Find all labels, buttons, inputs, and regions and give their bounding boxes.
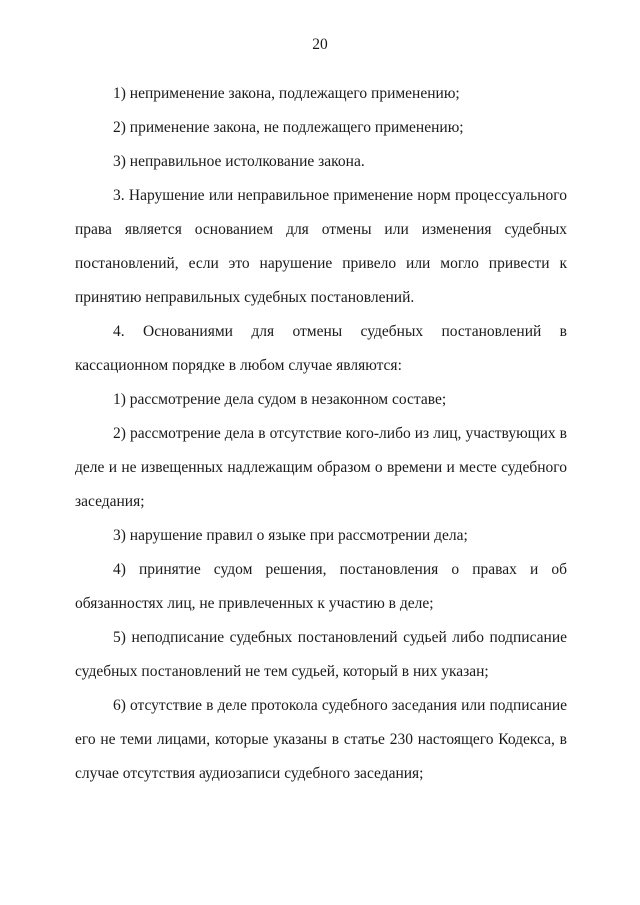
page-number: 20: [312, 36, 328, 53]
paragraph-section-3: 3. Нарушение или неправильное применение норм процессуального права является основанием для отмены или изменения судебных постановлений, если это нарушение привело или могло привести к принятию неправильных судебных постановлений.: [75, 187, 567, 306]
paragraph-item-2: 2) применение закона, не подлежащего применению;: [113, 119, 464, 136]
document-body: [75, 77, 567, 791]
paragraph-item-1: 1) неприменение закона, подлежащего применению;: [113, 85, 460, 102]
paragraph-item-4-6: 6) отсутствие в деле протокола судебного заседания или подписание его не теми лицами, которые указаны в статье 230 настоящего Кодекса, в случае отсутствия аудиозаписи судебного заседания;: [75, 697, 567, 782]
paragraph-item-4-3: 3) нарушение правил о языке при рассмотрении дела;: [113, 527, 468, 544]
paragraph-item-4-4: 4) принятие судом решения, постановления о правах и об обязанностях лиц, не привлеченных к участию в деле;: [75, 561, 567, 612]
paragraph-section-4: 4. Основаниями для отмены судебных постановлений в кассационном порядке в любом случае являются:: [75, 323, 567, 374]
paragraph-item-3: 3) неправильное истолкование закона.: [113, 153, 365, 170]
paragraph-item-4-2: 2) рассмотрение дела в отсутствие кого-либо из лиц, участвующих в деле и не извещенных надлежащим образом о времени и месте судебного заседания;: [75, 425, 567, 510]
paragraph-item-4-1: 1) рассмотрение дела судом в незаконном составе;: [113, 391, 447, 408]
paragraph-item-4-5: 5) неподписание судебных постановлений судьей либо подписание судебных постановлений не тем судьей, который в них указан;: [75, 629, 567, 680]
